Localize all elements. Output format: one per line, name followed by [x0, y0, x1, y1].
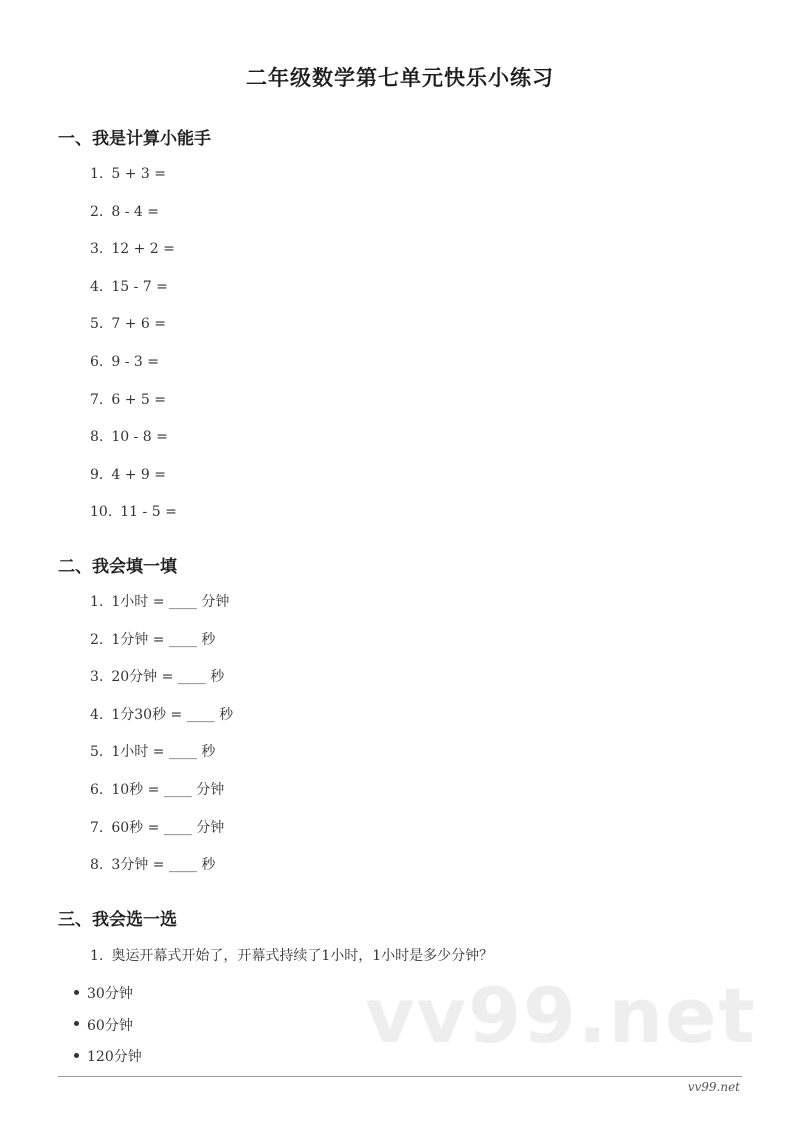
- list-item: [90, 667, 233, 705]
- item-number: 8.: [90, 857, 104, 874]
- item-text: 8 - 4 =: [111, 203, 159, 220]
- list-item: [90, 277, 177, 315]
- item-text: 3分钟 = ____ 秒: [111, 857, 216, 874]
- item-number: 8.: [90, 429, 104, 446]
- item-number: 2.: [90, 203, 104, 220]
- item-text: 12 + 2 =: [111, 241, 175, 258]
- item-text: 4 + 9 =: [111, 466, 166, 483]
- list-item: [90, 502, 177, 540]
- option-item: [74, 984, 142, 1016]
- list-item: [90, 705, 233, 743]
- item-number: 7.: [90, 819, 104, 836]
- item-number: 1.: [90, 594, 104, 610]
- item-text: 1分钟 = ____ 秒: [111, 631, 216, 648]
- item-text: 11 - 5 =: [120, 504, 177, 521]
- list-item: [90, 314, 177, 352]
- item-number: 9.: [90, 466, 104, 483]
- section-heading-fill-in: 二、我会填一填: [58, 557, 177, 577]
- option-label: 120分钟: [87, 1049, 142, 1065]
- options-list: [74, 984, 142, 1079]
- item-number: 4.: [90, 278, 104, 295]
- item-number: 7.: [90, 391, 104, 408]
- calculation-list: [90, 164, 177, 540]
- list-item: [90, 630, 233, 668]
- list-item: [90, 855, 233, 893]
- item-text: 7 + 6 =: [111, 316, 166, 333]
- fill-in-list: [90, 592, 233, 893]
- list-item: [90, 352, 177, 390]
- item-text: 15 - 7 =: [111, 278, 168, 295]
- item-number: 2.: [90, 631, 104, 648]
- item-number: 10.: [90, 504, 113, 521]
- list-item: [90, 239, 177, 277]
- item-number: 1.: [90, 166, 104, 182]
- item-number: 6.: [90, 781, 104, 798]
- item-text: 1分30秒 = ____ 秒: [111, 706, 234, 723]
- item-text: 1小时 = ____ 秒: [111, 744, 216, 761]
- footer-divider: [58, 1076, 742, 1077]
- item-text: 6 + 5 =: [111, 391, 166, 408]
- list-item: [90, 592, 233, 630]
- list-item: [90, 818, 233, 856]
- section-heading-multiple-choice: 三、我会选一选: [58, 910, 177, 930]
- item-text: 1小时 = ____ 分钟: [111, 594, 230, 610]
- item-number: 4.: [90, 706, 104, 723]
- list-item: [90, 465, 177, 503]
- item-text: 10 - 8 =: [111, 429, 168, 446]
- bullet-icon: [74, 990, 79, 995]
- item-text: 10秒 = ____ 分钟: [111, 781, 225, 798]
- footer-site: vv99.net: [687, 1080, 740, 1094]
- item-number: 3.: [90, 669, 104, 686]
- page-title: 二年级数学第七单元快乐小练习: [246, 65, 554, 90]
- item-number: 6.: [90, 353, 104, 370]
- question-text: 奥运开幕式开始了，开幕式持续了1小时，1小时是多少分钟？: [111, 948, 494, 964]
- watermark: vv99.net: [365, 971, 757, 1060]
- option-label: 60分钟: [87, 1017, 133, 1034]
- bullet-icon: [74, 1053, 79, 1058]
- option-label: 30分钟: [87, 986, 133, 1002]
- list-item: [90, 202, 177, 240]
- question: [90, 945, 493, 965]
- list-item: [90, 390, 177, 428]
- list-item: [90, 427, 177, 465]
- section-heading-calculation: 一、我是计算小能手: [58, 129, 211, 149]
- option-item: [74, 1047, 142, 1079]
- list-item: [90, 164, 177, 202]
- list-item: [90, 742, 233, 780]
- item-text: 5 + 3 =: [111, 166, 166, 182]
- item-number: 3.: [90, 241, 104, 258]
- list-item: [90, 780, 233, 818]
- item-number: 5.: [90, 316, 104, 333]
- option-item: [74, 1016, 142, 1048]
- item-text: 20分钟 = ____ 秒: [111, 669, 225, 686]
- item-number: 5.: [90, 744, 104, 761]
- item-text: 60秒 = ____ 分钟: [111, 819, 225, 836]
- item-text: 9 - 3 =: [111, 353, 159, 370]
- bullet-icon: [74, 1021, 79, 1026]
- question-number: 1.: [90, 948, 104, 964]
